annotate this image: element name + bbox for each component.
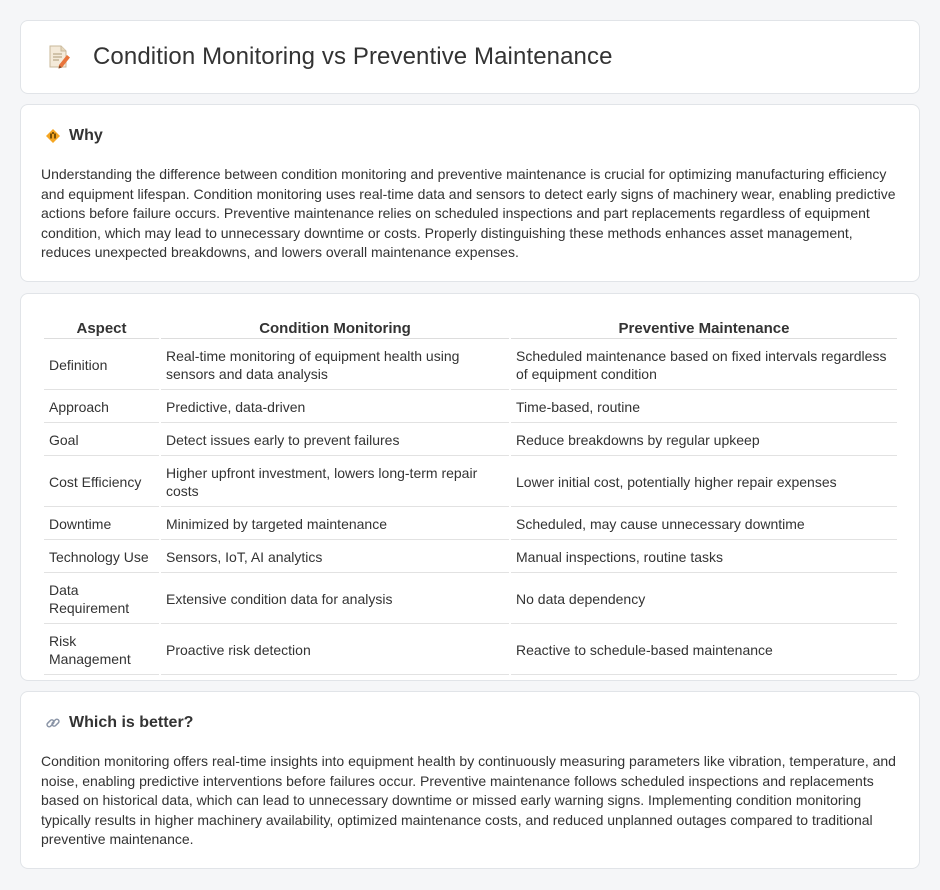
aspect-cell: Data Requirement xyxy=(44,575,159,624)
table-row xyxy=(44,458,897,507)
condition-monitoring-cell: Predictive, data-driven xyxy=(161,392,509,423)
better-heading xyxy=(45,714,193,732)
aspect-cell: Goal xyxy=(44,425,159,456)
preventive-maintenance-cell: Manual inspections, routine tasks xyxy=(511,542,897,573)
condition-monitoring-cell: Sensors, IoT, AI analytics xyxy=(161,542,509,573)
table-row xyxy=(44,425,897,456)
condition-monitoring-cell: Minimized by targeted maintenance xyxy=(161,509,509,540)
aspect-cell: Definition xyxy=(44,341,159,390)
warning-sign-icon xyxy=(45,128,61,144)
document-pencil-icon xyxy=(47,44,71,70)
aspect-cell: Downtime xyxy=(44,509,159,540)
table-row xyxy=(44,626,897,675)
table-row xyxy=(44,542,897,573)
preventive-maintenance-cell: Reduce breakdowns by regular upkeep xyxy=(511,425,897,456)
preventive-maintenance-cell: Reactive to schedule-based maintenance xyxy=(511,626,897,675)
aspect-cell: Cost Efficiency xyxy=(44,458,159,507)
which-is-better-section xyxy=(20,691,920,869)
why-section xyxy=(20,104,920,282)
comparison-section xyxy=(20,293,920,681)
aspect-cell: Technology Use xyxy=(44,542,159,573)
header-condition-monitoring: Condition Monitoring xyxy=(161,318,509,339)
preventive-maintenance-cell: Lower initial cost, potentially higher repair expenses xyxy=(511,458,897,507)
link-icon xyxy=(45,715,61,731)
why-text: Understanding the difference between condition monitoring and preventive maintenance is crucial for optimizing manufacturing efficiency and equipment lifespan. Condition monitoring uses real-time data and sensors to detect early signs of machinery wear, enabling predictive actions before failure occurs. Preventive maintenance relies on scheduled inspections and part replacements regardless of equipment condition, which may lead to unnecessary downtime or costs. Properly distinguishing these methods enhances asset management, reduces unexpected breakdowns, and lowers overall maintenance expenses. xyxy=(41,166,896,261)
header-aspect: Aspect xyxy=(44,318,159,339)
header-card xyxy=(20,20,920,94)
aspect-cell: Approach xyxy=(44,392,159,423)
comparison-table xyxy=(42,316,899,677)
condition-monitoring-cell: Higher upfront investment, lowers long-term repair costs xyxy=(161,458,509,507)
preventive-maintenance-cell: No data dependency xyxy=(511,575,897,624)
table-row xyxy=(44,509,897,540)
condition-monitoring-cell: Detect issues early to prevent failures xyxy=(161,425,509,456)
table-row xyxy=(44,341,897,390)
preventive-maintenance-cell: Scheduled maintenance based on fixed intervals regardless of equipment condition xyxy=(511,341,897,390)
title-row xyxy=(47,43,613,71)
condition-monitoring-cell: Proactive risk detection xyxy=(161,626,509,675)
preventive-maintenance-cell: Scheduled, may cause unnecessary downtime xyxy=(511,509,897,540)
aspect-cell: Risk Management xyxy=(44,626,159,675)
condition-monitoring-cell: Real-time monitoring of equipment health using sensors and data analysis xyxy=(161,341,509,390)
page-title: Condition Monitoring vs Preventive Maintenance xyxy=(93,43,613,70)
better-text: Condition monitoring offers real-time insights into equipment health by continuously measuring parameters like vibration, temperature, and noise, enabling predictive interventions before failures occur. Preventive maintenance follows scheduled inspections and replacements based on historical data, which can lead to unnecessary downtime or missed early warning signs. Implementing condition monitoring typically results in higher machinery availability, optimized maintenance costs, and reduced unplanned outages compared to traditional preventive maintenance. xyxy=(41,753,896,848)
better-title: Which is better? xyxy=(69,714,194,731)
preventive-maintenance-cell: Time-based, routine xyxy=(511,392,897,423)
table-row xyxy=(44,392,897,423)
why-title: Why xyxy=(69,127,103,144)
table-header-row xyxy=(44,318,897,339)
header-preventive-maintenance: Preventive Maintenance xyxy=(511,318,897,339)
table-row xyxy=(44,575,897,624)
why-heading xyxy=(45,127,103,145)
condition-monitoring-cell: Extensive condition data for analysis xyxy=(161,575,509,624)
